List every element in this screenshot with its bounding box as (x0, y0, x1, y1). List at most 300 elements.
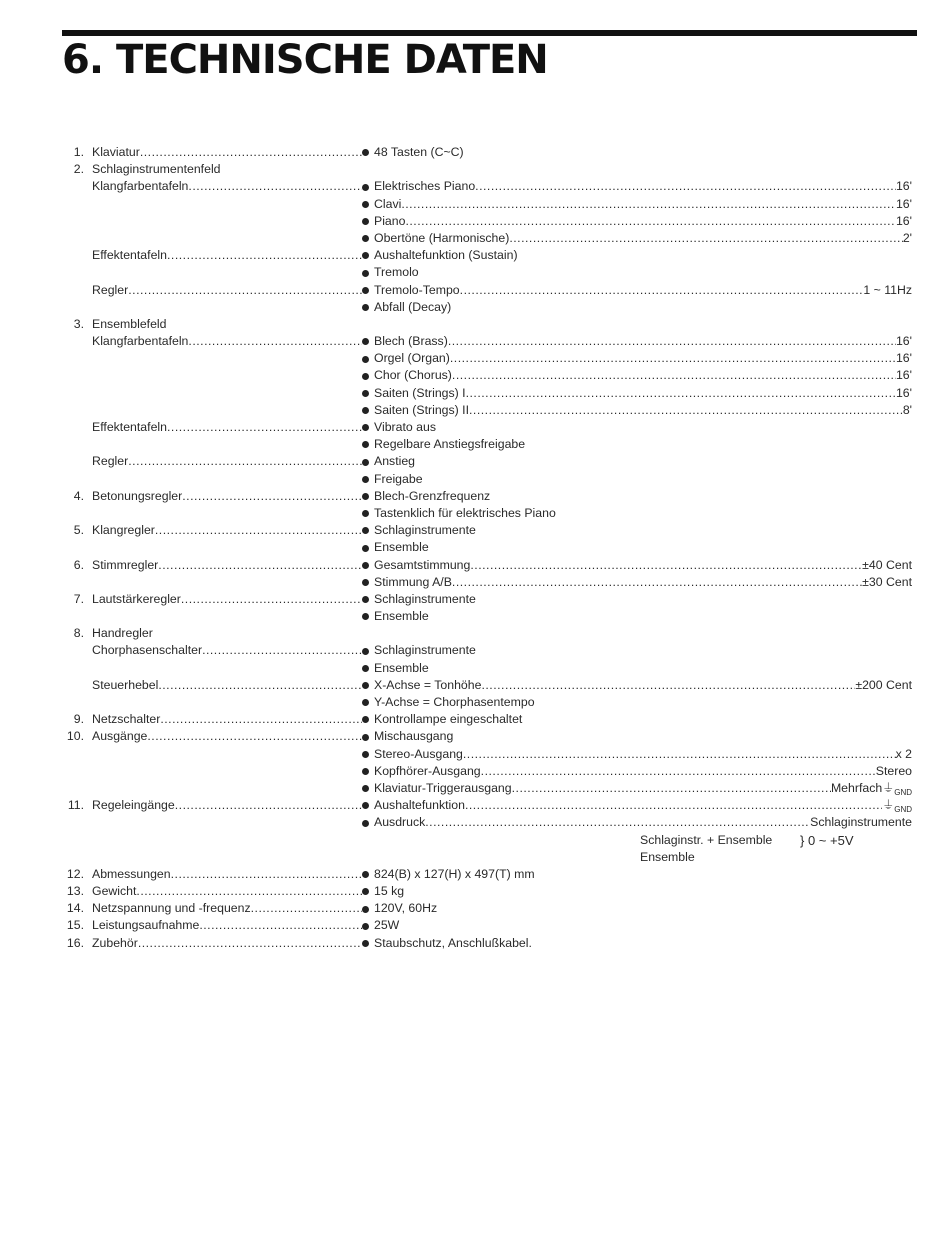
bullet-icon (362, 505, 374, 522)
bullet-icon (362, 746, 374, 763)
spec-value-cell (362, 402, 912, 419)
spec-row (62, 419, 922, 436)
spec-value-cell (362, 213, 912, 230)
spec-label-cell (92, 883, 362, 900)
spec-label: Effektentafeln (92, 248, 167, 263)
spec-row (62, 299, 922, 316)
spec-value-cell (362, 711, 912, 728)
spec-value-cell (362, 367, 912, 384)
spec-number: 7. (73, 591, 84, 606)
spec-label: Ensemblefeld (92, 316, 167, 331)
spec-row (62, 574, 922, 591)
spec-item: Regelbare Anstiegsfreigabe (374, 437, 526, 452)
bullet-icon (362, 900, 374, 917)
spec-value-cell (362, 350, 912, 367)
bullet-icon (362, 591, 374, 608)
spec-row (62, 797, 922, 814)
dot-leader (202, 642, 362, 659)
spec-item: Kontrollampe eingeschaltet (374, 712, 523, 727)
dot-leader (452, 574, 862, 591)
spec-item: 824(B) x 127(H) x 497(T) mm (374, 866, 535, 881)
bullet-icon (362, 677, 374, 694)
dot-leader (171, 866, 362, 883)
dot-leader (460, 282, 864, 299)
spacer (429, 608, 912, 625)
spec-label: Zubehör (92, 935, 138, 950)
spec-item: Schlaginstrumente (374, 591, 476, 606)
spec-row (62, 711, 922, 728)
bullet-icon (362, 350, 374, 367)
spec-item: 25W (374, 918, 400, 933)
spec-item: Ensemble (374, 609, 429, 624)
spec-label: Leistungsaufnahme (92, 918, 200, 933)
spec-number: 1. (73, 145, 84, 159)
spec-row (62, 264, 922, 281)
spec-value-cell (362, 642, 912, 659)
spec-row (62, 402, 922, 419)
spec-value-cell (362, 436, 912, 453)
spec-value: ±40 Cent (862, 557, 912, 572)
page-title: 6. TECHNISCHE DATEN (62, 37, 548, 83)
spec-row (62, 814, 922, 831)
spec-value-cell (362, 299, 912, 316)
spacer (399, 917, 912, 934)
spec-item: Ensemble (374, 540, 429, 555)
bullet-icon (362, 883, 374, 900)
dot-leader (128, 453, 362, 470)
spec-row (62, 436, 922, 453)
spec-item: Tremolo (374, 265, 419, 280)
dot-leader (466, 385, 896, 402)
bullet-icon (362, 574, 374, 591)
spacer (532, 935, 912, 952)
spec-label-cell (92, 161, 362, 178)
spec-label: Klangregler (92, 523, 155, 538)
spec-value-cell (362, 677, 912, 694)
bullet-icon (362, 282, 374, 299)
spec-item: Stereo-Ausgang (374, 746, 463, 761)
spec-label: Netzspannung und -frequenz (92, 901, 251, 916)
spec-item: Saiten (Strings) I (374, 385, 466, 400)
bullet-icon (362, 402, 374, 419)
spec-label: Klangfarbentafeln (92, 334, 189, 349)
spec-value: ±200 Cent (855, 677, 912, 692)
spec-number: 15. (66, 918, 84, 933)
spec-label-cell (92, 333, 362, 350)
spec-value-cell (362, 660, 912, 677)
spec-row (62, 608, 922, 625)
spec-value-cell (362, 763, 912, 780)
spec-item: Ausdruck (374, 815, 426, 830)
spec-item: 48 Tasten (C~C) (374, 145, 464, 159)
spec-item: Elektrisches Piano (374, 179, 476, 194)
spacer (453, 728, 912, 745)
spec-row (62, 917, 922, 934)
spec-label-cell (92, 625, 362, 642)
dot-leader (138, 935, 362, 952)
spec-value-cell (362, 935, 912, 952)
spec-value-cell (362, 694, 912, 711)
spec-label-cell (92, 917, 362, 934)
bullet-icon (362, 728, 374, 745)
spec-value-cell (362, 230, 912, 247)
dot-leader (147, 728, 362, 745)
spec-item: Ensemble (374, 660, 429, 675)
spec-value: 16' (895, 334, 912, 349)
dot-leader (155, 522, 362, 539)
spec-value: 2' (902, 230, 912, 245)
spec-value: 16' (895, 368, 912, 383)
bullet-icon (362, 299, 374, 316)
spec-number: 3. (73, 316, 84, 331)
spec-item: Saiten (Strings) II (374, 402, 469, 417)
dot-leader (450, 350, 896, 367)
spec-value-cell (362, 574, 912, 591)
dot-leader (481, 677, 855, 694)
dot-leader (469, 402, 903, 419)
spec-label-cell (92, 935, 362, 952)
dot-leader (401, 196, 896, 213)
spec-value-cell (362, 419, 912, 436)
spec-label: Gewicht (92, 884, 137, 899)
dot-leader (475, 178, 896, 195)
spec-value-cell (362, 849, 912, 866)
spacer (362, 832, 640, 849)
bullet-icon (362, 814, 374, 831)
spacer (476, 591, 912, 608)
spacer (419, 264, 912, 281)
spec-row (62, 453, 922, 470)
brace-icon: } (800, 832, 808, 848)
bullet-icon (362, 488, 374, 505)
spec-value-cell (362, 539, 912, 556)
dot-leader (188, 178, 362, 195)
spec-row (62, 557, 922, 574)
spec-number: 4. (73, 488, 84, 503)
spec-value-cell (362, 608, 912, 625)
spec-row (62, 849, 922, 866)
spec-row (62, 333, 922, 350)
spec-row (62, 247, 922, 264)
spec-row (62, 625, 922, 642)
spec-value-cell (362, 814, 912, 831)
ground-icon: ⏚ (882, 798, 895, 813)
spec-value: Stereo (875, 763, 912, 778)
spec-row (62, 196, 922, 213)
spec-value: 16' (895, 385, 912, 400)
spec-label-cell (92, 282, 362, 299)
spec-value: 16' (895, 196, 912, 211)
spec-item: Piano (374, 213, 406, 228)
bullet-icon (362, 419, 374, 436)
spec-value-cell (362, 505, 912, 522)
spacer (362, 849, 640, 866)
spec-item: Schlaginstrumente (374, 643, 476, 658)
spec-label-cell (92, 642, 362, 659)
spec-item: 15 kg (374, 884, 405, 899)
spec-row (62, 883, 922, 900)
spacer (476, 522, 912, 539)
spec-row (62, 367, 922, 384)
dot-leader (463, 746, 896, 763)
voltage-range (800, 832, 854, 849)
spec-item: Clavi (374, 196, 402, 211)
spacer (525, 436, 912, 453)
dot-leader (158, 677, 362, 694)
bullet-icon (362, 539, 374, 556)
spec-row (62, 780, 922, 797)
spec-label: Regler (92, 282, 129, 297)
spec-row (62, 539, 922, 556)
spec-item: Kopfhörer-Ausgang (374, 763, 481, 778)
spec-number: 5. (73, 523, 84, 538)
spec-label-cell (92, 522, 362, 539)
bullet-icon (362, 557, 374, 574)
bullet-icon (362, 642, 374, 659)
spec-value-cell (362, 453, 912, 470)
spec-row (62, 832, 922, 849)
spec-item: Staubschutz, Anschlußkabel. (374, 935, 532, 950)
spec-item: Blech (Brass) (374, 334, 448, 349)
spec-row (62, 161, 922, 178)
dot-leader (405, 213, 896, 230)
bullet-icon (362, 436, 374, 453)
bullet-icon (362, 367, 374, 384)
spec-value: Mehrfach (830, 780, 883, 795)
spec-value-cell (362, 196, 912, 213)
spec-row (62, 522, 922, 539)
spec-number: 11. (67, 798, 84, 813)
top-rule (62, 30, 917, 36)
spec-row (62, 471, 922, 488)
spec-value-cell (362, 917, 912, 934)
spec-value-cell (362, 264, 912, 281)
spacer (695, 849, 912, 866)
spec-item: Klaviatur-Triggerausgang (374, 780, 512, 795)
spec-label: Lautstärkeregler (92, 591, 181, 606)
spec-item: 120V, 60Hz (374, 901, 438, 916)
spacer (522, 711, 912, 728)
spec-mid: Schlaginstr. + Ensemble (640, 832, 773, 847)
spec-mid: Schlaginstrumente (810, 815, 912, 830)
spec-value-cell (362, 728, 912, 745)
bullet-icon (362, 264, 374, 281)
spec-label-cell (92, 866, 362, 883)
spec-value-cell (362, 385, 912, 402)
bullet-icon (362, 385, 374, 402)
spec-item: Gesamtstimmung (374, 557, 471, 572)
dot-leader (167, 247, 362, 264)
spec-value: 1 ~ 11Hz (863, 282, 912, 297)
spec-row (62, 642, 922, 659)
spec-label-cell (92, 178, 362, 195)
spec-row (62, 763, 922, 780)
bullet-icon (362, 196, 374, 213)
bullet-icon (362, 247, 374, 264)
spacer (535, 694, 912, 711)
spec-label-cell (92, 419, 362, 436)
ground-icon: ⏚ (882, 780, 895, 795)
spec-row (62, 213, 922, 230)
spec-row (62, 900, 922, 917)
spec-value-cell (362, 282, 912, 299)
spec-number: 13. (66, 884, 84, 899)
bullet-icon (362, 178, 374, 195)
spec-row (62, 505, 922, 522)
spacer (490, 488, 912, 505)
spec-item: Vibrato aus (374, 420, 436, 434)
spec-item: Chor (Chorus) (374, 368, 452, 383)
spec-row (62, 660, 922, 677)
spec-label-cell (92, 900, 362, 917)
spec-row (62, 694, 922, 711)
bullet-icon (362, 213, 374, 230)
spec-value-cell (362, 866, 912, 883)
spec-item: Tremolo-Tempo (374, 282, 460, 297)
spec-item: Mischausgang (374, 729, 454, 744)
spec-value-cell (362, 746, 912, 763)
dot-leader (425, 814, 810, 831)
spec-label: Abmessungen (92, 866, 171, 881)
dot-leader (158, 557, 362, 574)
spec-number: 14. (66, 901, 84, 916)
spec-item: Freigabe (374, 471, 423, 486)
ground-label: GND (894, 787, 912, 797)
spec-label-cell (92, 316, 362, 333)
bullet-icon (362, 917, 374, 934)
dot-leader (481, 763, 876, 780)
spec-value-cell (362, 178, 912, 195)
bullet-icon (362, 471, 374, 488)
dot-leader (136, 883, 362, 900)
spacer (436, 419, 912, 436)
spec-number: 9. (73, 712, 84, 727)
ground-label: GND (894, 805, 912, 815)
spec-label-cell (92, 728, 362, 745)
spec-item: Aushaltefunktion (374, 798, 465, 813)
spec-row (62, 677, 922, 694)
spec-item: Schlaginstrumente (374, 523, 476, 538)
spec-label: Klangfarbentafeln (92, 179, 189, 194)
spec-item: Obertöne (Harmonische) (374, 230, 510, 245)
spec-row (62, 144, 922, 161)
spec-item: Tastenklich für elektrisches Piano (374, 505, 556, 520)
spec-value-cell (362, 522, 912, 539)
bullet-icon (362, 935, 374, 952)
spec-value-cell (362, 144, 912, 161)
spec-value: x 2 (895, 746, 912, 761)
spec-value-cell (362, 557, 912, 574)
spec-row (62, 282, 922, 299)
spec-label: Chorphasenschalter (92, 643, 203, 658)
dot-leader (452, 367, 896, 384)
dot-leader (470, 557, 862, 574)
spec-label: Klaviatur (92, 145, 140, 159)
bullet-icon (362, 144, 374, 161)
spacer (451, 299, 912, 316)
spec-number: 12. (66, 866, 84, 881)
spec-row (62, 316, 922, 333)
spacer (476, 642, 912, 659)
spec-label: Steuerhebel (92, 677, 159, 692)
spec-label: Schlaginstrumentenfeld (92, 162, 221, 177)
spec-label-cell (92, 677, 362, 694)
dot-leader (160, 711, 362, 728)
dot-leader (181, 591, 362, 608)
spec-row (62, 178, 922, 195)
spec-item: Blech-Grenzfrequenz (374, 488, 491, 503)
spec-value-cell (362, 471, 912, 488)
spec-row (62, 866, 922, 883)
spec-list (62, 144, 922, 952)
spacer (415, 453, 912, 470)
spec-number: 8. (73, 626, 84, 641)
spec-label-cell (92, 557, 362, 574)
spec-item: Anstieg (374, 454, 416, 469)
spacer (404, 883, 912, 900)
spacer (429, 539, 912, 556)
spec-number: 10. (66, 729, 84, 744)
spec-value-cell (362, 883, 912, 900)
bullet-icon (362, 608, 374, 625)
spacer (518, 247, 912, 264)
spec-label: Stimmregler (92, 557, 159, 572)
dot-leader (140, 144, 362, 161)
spec-value: 16' (895, 213, 912, 228)
spec-value: ±30 Cent (862, 574, 912, 589)
spec-label: Effektentafeln (92, 420, 167, 434)
spec-value: 16' (895, 179, 912, 194)
spec-item: Abfall (Decay) (374, 299, 452, 314)
spec-label-cell (92, 247, 362, 264)
spec-item: Aushaltefunktion (Sustain) (374, 248, 518, 263)
spec-row (62, 728, 922, 745)
spec-label: Regeleingänge (92, 798, 175, 813)
spacer (535, 866, 912, 883)
spec-label: Betonungsregler (92, 488, 183, 503)
spec-label: Ausgänge (92, 729, 148, 744)
bullet-icon (362, 522, 374, 539)
spec-value-cell (362, 591, 912, 608)
spec-item: Y-Achse = Chorphasentempo (374, 695, 535, 709)
spacer (437, 900, 912, 917)
spec-item: Orgel (Organ) (374, 351, 450, 366)
spacer (556, 505, 912, 522)
dot-leader (188, 333, 362, 350)
dot-leader (128, 282, 362, 299)
spec-label-cell (92, 144, 362, 161)
spacer (423, 471, 912, 488)
spec-number: 6. (73, 557, 84, 572)
spec-label: Handregler (92, 626, 153, 641)
dot-leader (199, 917, 362, 934)
bullet-icon (362, 660, 374, 677)
spec-row (62, 746, 922, 763)
voltage-value: 0 ~ +5V (807, 832, 854, 848)
bullet-icon (362, 763, 374, 780)
spec-row (62, 385, 922, 402)
spec-value-cell (362, 488, 912, 505)
bullet-icon (362, 333, 374, 350)
spec-row (62, 230, 922, 247)
spec-row (62, 935, 922, 952)
dot-leader (509, 230, 902, 247)
spec-label-cell (92, 711, 362, 728)
dot-leader (251, 900, 362, 917)
spacer (429, 660, 912, 677)
spec-label-cell (92, 488, 362, 505)
spec-label-cell (92, 453, 362, 470)
